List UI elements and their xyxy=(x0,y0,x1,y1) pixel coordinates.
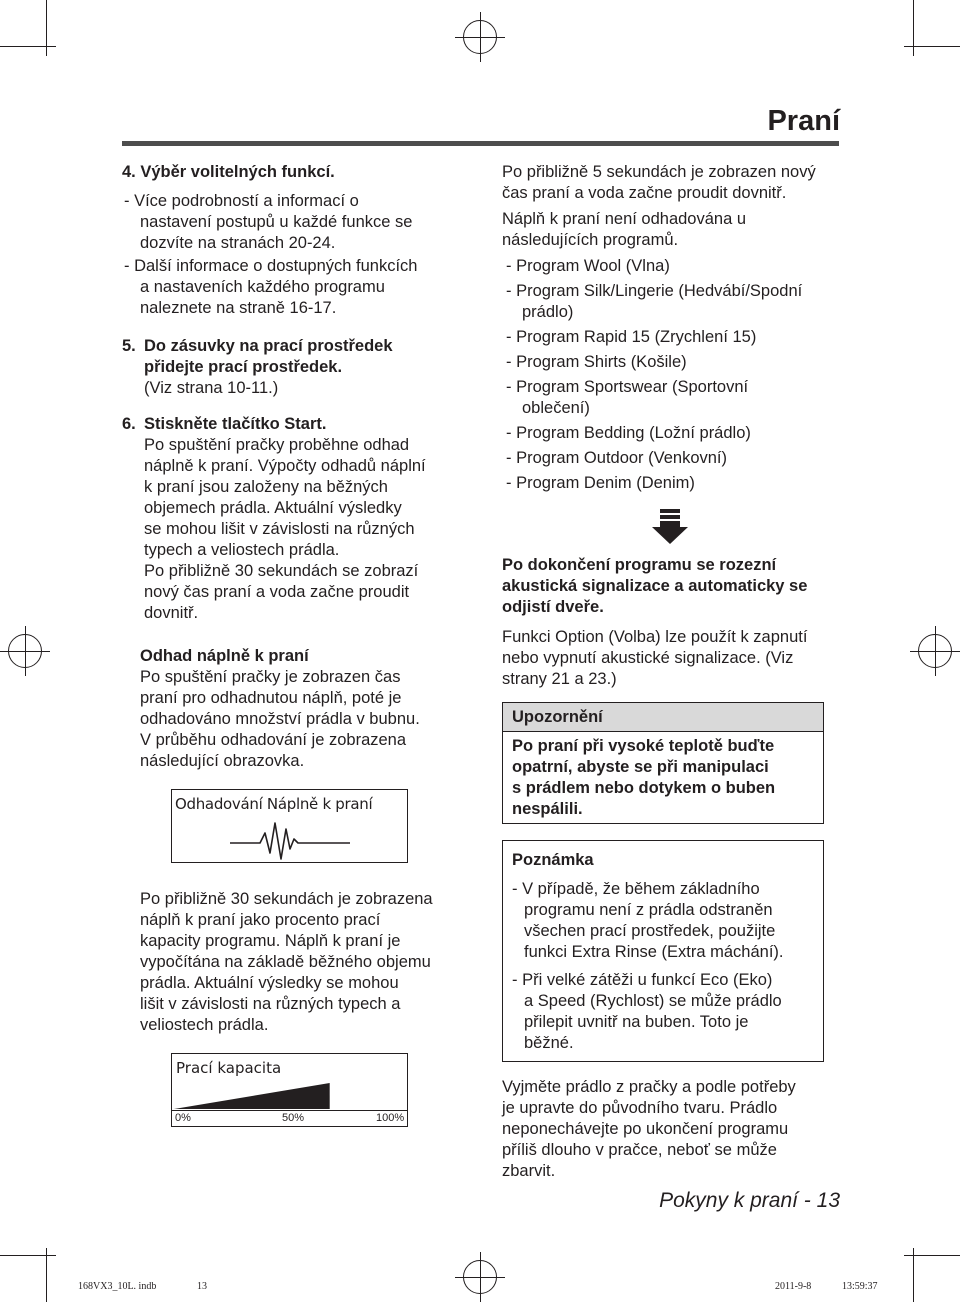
waveform-icon xyxy=(172,820,407,860)
after-30s-text: Po přibližně 30 sekundách je zobrazena náplň k praní jako procento prací kapacity programu. Náplň k praní je vypočítána na základě běžného objemu prádla. Aktuální výsledky se mohou lišit v závislosti na různých typech a veliostech prádla. xyxy=(140,890,433,1034)
crop-mark xyxy=(46,0,47,56)
step-6-text: Stiskněte tlačítko Start. Po spuštění pračky proběhne odhad náplně k praní. Výpočty odhadů náplní k praní jsou založeny na běžných objemech prádla. Aktuální výsledky se mohou lišit v závislosti na různých typech a veliostech prádla. Po přibližně 30 sekundách se zobrazí nový čas praní a voda začne proudit dovnitř. xyxy=(144,415,426,622)
crop-mark xyxy=(0,46,56,47)
list-item: - Program Denim (Denim) xyxy=(506,474,695,492)
program-end-text: Po dokončení programu se rozezní akustická signalizace a automaticky se odjistí dveře. xyxy=(502,556,808,616)
crop-mark xyxy=(913,1248,914,1302)
note-item: - Při velké zátěži u funkcí Eco (Eko) a Speed (Rychlost) se může prádlo přilepit uvnitř na buben. Toto je běžné. xyxy=(512,971,782,1052)
capacity-label-0: 0% xyxy=(175,1112,191,1124)
display-capacity xyxy=(171,1053,408,1127)
step-4-heading: 4. Výběr volitelných funkcí. xyxy=(122,163,335,181)
capacity-wedge xyxy=(172,1080,407,1110)
display-capacity-title: Prací kapacita xyxy=(176,1059,282,1077)
list-item: - Program Outdoor (Venkovní) xyxy=(506,449,728,467)
list-item: - Program Sportswear (Sportovní oblečení) xyxy=(506,378,749,417)
crop-mark xyxy=(46,1248,47,1302)
capacity-scale-line xyxy=(172,1110,407,1111)
display-estimating xyxy=(171,789,408,863)
capacity-label-100: 100% xyxy=(376,1112,405,1124)
list-item: - Program Bedding (Ložní prádlo) xyxy=(506,424,751,442)
step-6-number: 6. xyxy=(122,415,136,433)
registration-mark-left-middle xyxy=(0,626,50,676)
registration-mark-top-center xyxy=(455,12,505,62)
print-page-number: 13 xyxy=(197,1281,207,1292)
warning-text: Po praní při vysoké teplotě buďte opatrní, abyste se při manipulaci s prádlem nebo dotykem o buben nespálili. xyxy=(512,737,776,818)
print-time: 13:59:37 xyxy=(842,1281,878,1292)
right-intro: Po přibližně 5 sekundách je zobrazen nový čas praní a voda začne proudit dovnitř. Náplň k praní není odhadována u následujících programů. xyxy=(502,163,816,249)
page-title: Praní xyxy=(767,105,840,137)
step-5-number: 5. xyxy=(122,337,136,355)
header-rule xyxy=(122,141,839,146)
list-item: - Program Rapid 15 (Zrychlení 15) xyxy=(506,328,757,346)
step-4-bullet-1: - Více podrobností a informací o nastavení postupů u každé funkce se dozvíte na stranách 20-24. xyxy=(124,192,413,252)
note-item: - V případě, že během základního programu není z prádla odstraněn všechen prací prostředek, použijte funkci Extra Rinse (Extra máchání). xyxy=(512,880,784,961)
crop-mark xyxy=(0,1255,56,1256)
crop-mark xyxy=(913,0,914,56)
display-estimating-label: Odhadování Náplně k praní xyxy=(175,795,373,813)
print-file-name: 168VX3_10L. indb xyxy=(78,1281,157,1292)
step-4-bullet-2: - Další informace o dostupných funkcích a nastaveních každého programu naleznete na straně 16-17. xyxy=(124,257,418,317)
warning-title: Upozornění xyxy=(512,708,603,726)
list-item: - Program Wool (Vlna) xyxy=(506,257,670,275)
arrow-down-icon xyxy=(652,509,688,545)
option-text: Funkci Option (Volba) lze použít k zapnutí nebo vypnutí akustické signalizace. (Viz strany 21 a 23.) xyxy=(502,628,808,688)
load-estimation-section: Odhad náplně k praní Po spuštění pračky je zobrazen čas praní pro odhadnutou náplň, poté je odhadováno množství prádla v bubnu. V průběhu odhadování je zobrazena následující obrazovka. xyxy=(140,647,420,770)
warning-box xyxy=(502,702,824,824)
registration-mark-right-middle xyxy=(910,626,960,676)
program-list xyxy=(506,256,802,498)
list-item: - Program Shirts (Košile) xyxy=(506,353,687,371)
list-item: - Program Silk/Lingerie (Hedvábí/Spodní prádlo) xyxy=(506,282,803,321)
step-5-text: Do zásuvky na prací prostředek přidejte prací prostředek. (Viz strana 10-11.) xyxy=(144,337,393,397)
note-title: Poznámka xyxy=(512,851,594,869)
final-text: Vyjměte prádlo z pračky a podle potřeby je upravte do původního tvaru. Prádlo neponechávejte po ukončení programu příliš dlouho v pračce, neboť se může zbarvit. xyxy=(502,1078,796,1180)
load-estimation-heading: Odhad náplně k praní xyxy=(140,647,309,665)
note-box xyxy=(502,840,824,1062)
registration-mark-bottom-center xyxy=(455,1252,505,1302)
capacity-label-50: 50% xyxy=(282,1112,305,1124)
print-date: 2011-9-8 xyxy=(775,1281,812,1292)
page-footer-label: Pokyny k praní - 13 xyxy=(659,1189,840,1212)
